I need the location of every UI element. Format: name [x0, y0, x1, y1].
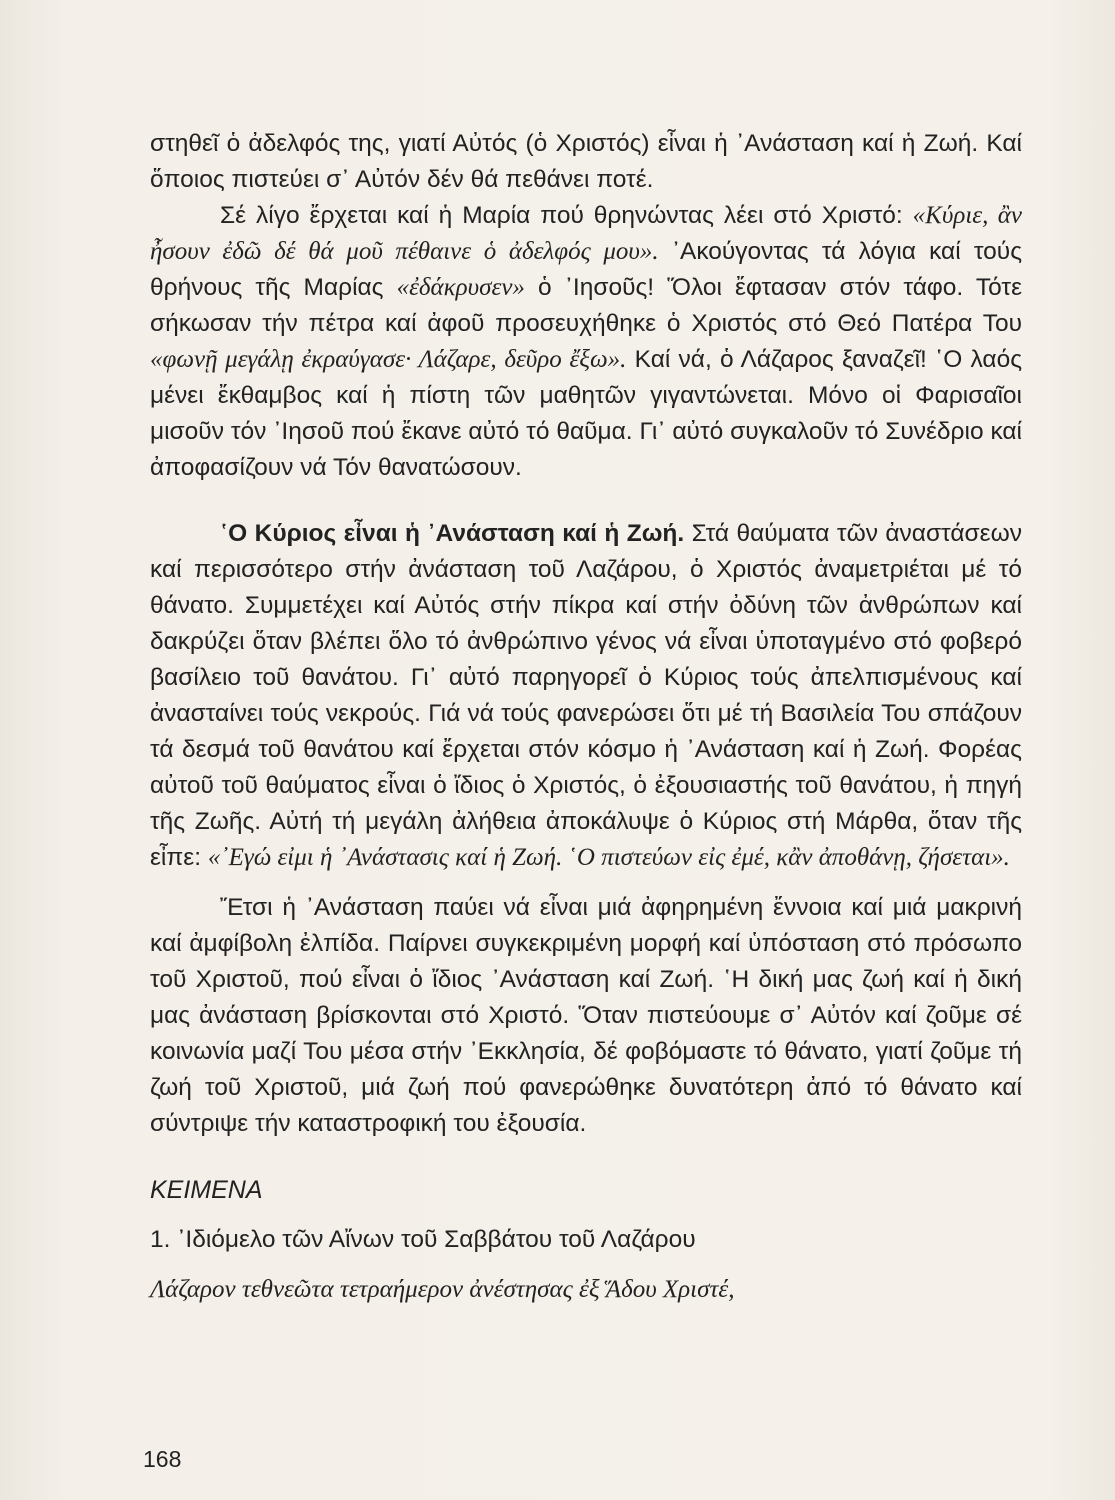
p2-text-1: Σέ λίγο ἔρχεται καί ἡ Μαρία πού θρηνώντας λέει στό Χριστό:: [220, 202, 913, 229]
page-number: 168: [143, 1446, 182, 1472]
paragraph-3: [150, 516, 1022, 876]
p2-quote-2: «ἐδάκρυσεν»: [396, 274, 525, 301]
body-text: [150, 126, 1022, 1308]
p2-quote-1: «Κύριε, ἂν ἦσουν ἐδῶ δέ θά μοῦ πέθαινε ὁ ἀδελφός μου».: [150, 202, 1022, 265]
paragraph-2: [150, 198, 1022, 486]
p2-text-2: ᾿Ακούγοντας τά λόγια καί τούς θρήνους τῆς Μαρίας: [150, 238, 1023, 301]
paragraph-1: στηθεῖ ὁ ἀδελφός της, γιατί Αὐτός (ὁ Χριστός) εἶναι ἡ ᾿Ανάσταση καί ἡ Ζωή. Καί ὅποιος πιστεύει σ᾿ Αὐτόν δέν θά πεθάνει ποτέ.: [150, 130, 1022, 193]
p3-quote-1: «᾿Εγώ εἰμι ἡ ᾿Ανάστασις καί ἡ Ζωή. ῾Ο πιστεύων εἰς ἐμέ, κἂν ἀποθάνῃ, ζήσεται».: [207, 844, 1010, 871]
hymn-line: Λάζαρον τεθνεῶτα τετραήμερον ἀνέστησας ἐξ Ἅδου Χριστέ,: [150, 1276, 735, 1303]
p2-quote-3: «φωνῇ μεγάλῃ ἐκραύγασε· Λάζαρε, δεῦρο ἔξω».: [150, 346, 627, 373]
list-item-1: 1. ᾿Ιδιόμελο τῶν Αἴνων τοῦ Σαββάτου τοῦ Λαζάρου: [150, 1226, 696, 1253]
paragraph-4: Ἔτσι ἡ ᾿Ανάσταση παύει νά εἶναι μιά ἀφηρημένη ἔννοια καί μιά μακρινή καί ἀμφίβολη ἐλπίδα. Παίρνει συγκεκριμένη μορφή καί ὑπόσταση στό πρόσωπο τοῦ Χριστοῦ, πού εἶναι ὁ ἴδιος ᾿Ανάσταση καί Ζωή. ῾Η δική μας ζωή καί ἡ δική μας ἀνάσταση βρίσκονται στό Χριστό. Ὅταν πιστεύουμε σ᾿ Αὐτόν καί ζοῦμε σέ κοινωνία μαζί Του μέσα στήν ᾿Εκκλησία, δέ φοβόμαστε τό θάνατο, γιατί ζοῦμε τή ζωή τοῦ Χριστοῦ, μιά ζωή πού φανερώθηκε δυνατότερη ἀπό τό θάνατο καί σύντριψε τήν καταστροφική του ἐξουσία.: [150, 894, 1022, 1137]
p3-bold-heading: ῾Ο Κύριος εἶναι ἡ ᾿Ανάσταση καί ἡ Ζωή.: [220, 520, 685, 547]
section-heading: ΚΕΙΜΕΝΑ: [150, 1176, 263, 1204]
p3-text-1: Στά θαύματα τῶν ἀναστάσεων καί περισσότερο στήν ἀνάσταση τοῦ Λαζάρου, ὁ Χριστός ἀναμετριέται μέ τό θάνατο. Συμμετέχει καί Αὐτός στήν πίκρα καί στήν ὀδύνη τῶν ἀνθρώπων καί δακρύζει ὅταν βλέπει ὅλο τό ἀνθρώπινο γένος νά εἶναι ὑποταγμένο στό φοβερό βασίλειο τοῦ θανάτου. Γι᾿ αὐτό παρηγορεῖ ὁ Κύριος τούς ἀπελπισμένους καί ἀνασταίνει τούς νεκρούς. Γιά νά τούς φανερώσει ὅτι μέ τή Βασιλεία Του σπάζουν τά δεσμά τοῦ θανάτου καί ἔρχεται στόν κόσμο ἡ ᾿Ανάσταση καί ἡ Ζωή. Φορέας αὐτοῦ τοῦ θαύματος εἶναι ὁ ἴδιος ὁ Χριστός, ὁ ἐξουσιαστής τοῦ θανάτου, ἡ πηγή τῆς Ζωῆς. Αὐτή τή μεγάλη ἀλήθεια ἀποκάλυψε ὁ Κύριος στή Μάρθα, ὅταν τῆς εἶπε:: [150, 520, 1022, 871]
p2-text-3: ὁ ᾿Ιησοῦς! Ὅλοι ἔφτασαν στόν τάφο. Τότε σήκωσαν τήν πέτρα καί ἀφοῦ προσευχήθηκε ὁ Χριστός στό Θεό Πατέρα Του: [150, 274, 1023, 337]
p2-text-4: Καί νά, ὁ Λάζαρος ξαναζεῖ! ῾Ο λαός μένει ἔκθαμβος καί ἡ πίστη τῶν μαθητῶν γιγαντώνεται. Μόνο οἱ Φαρισαῖοι μισοῦν τόν ᾿Ιησοῦ πού ἔκανε αὐτό τό θαῦμα. Γι᾿ αὐτό συγκαλοῦν τό Συνέδριο καί ἀποφασίζουν νά Τόν θανατώσουν.: [150, 346, 1022, 481]
